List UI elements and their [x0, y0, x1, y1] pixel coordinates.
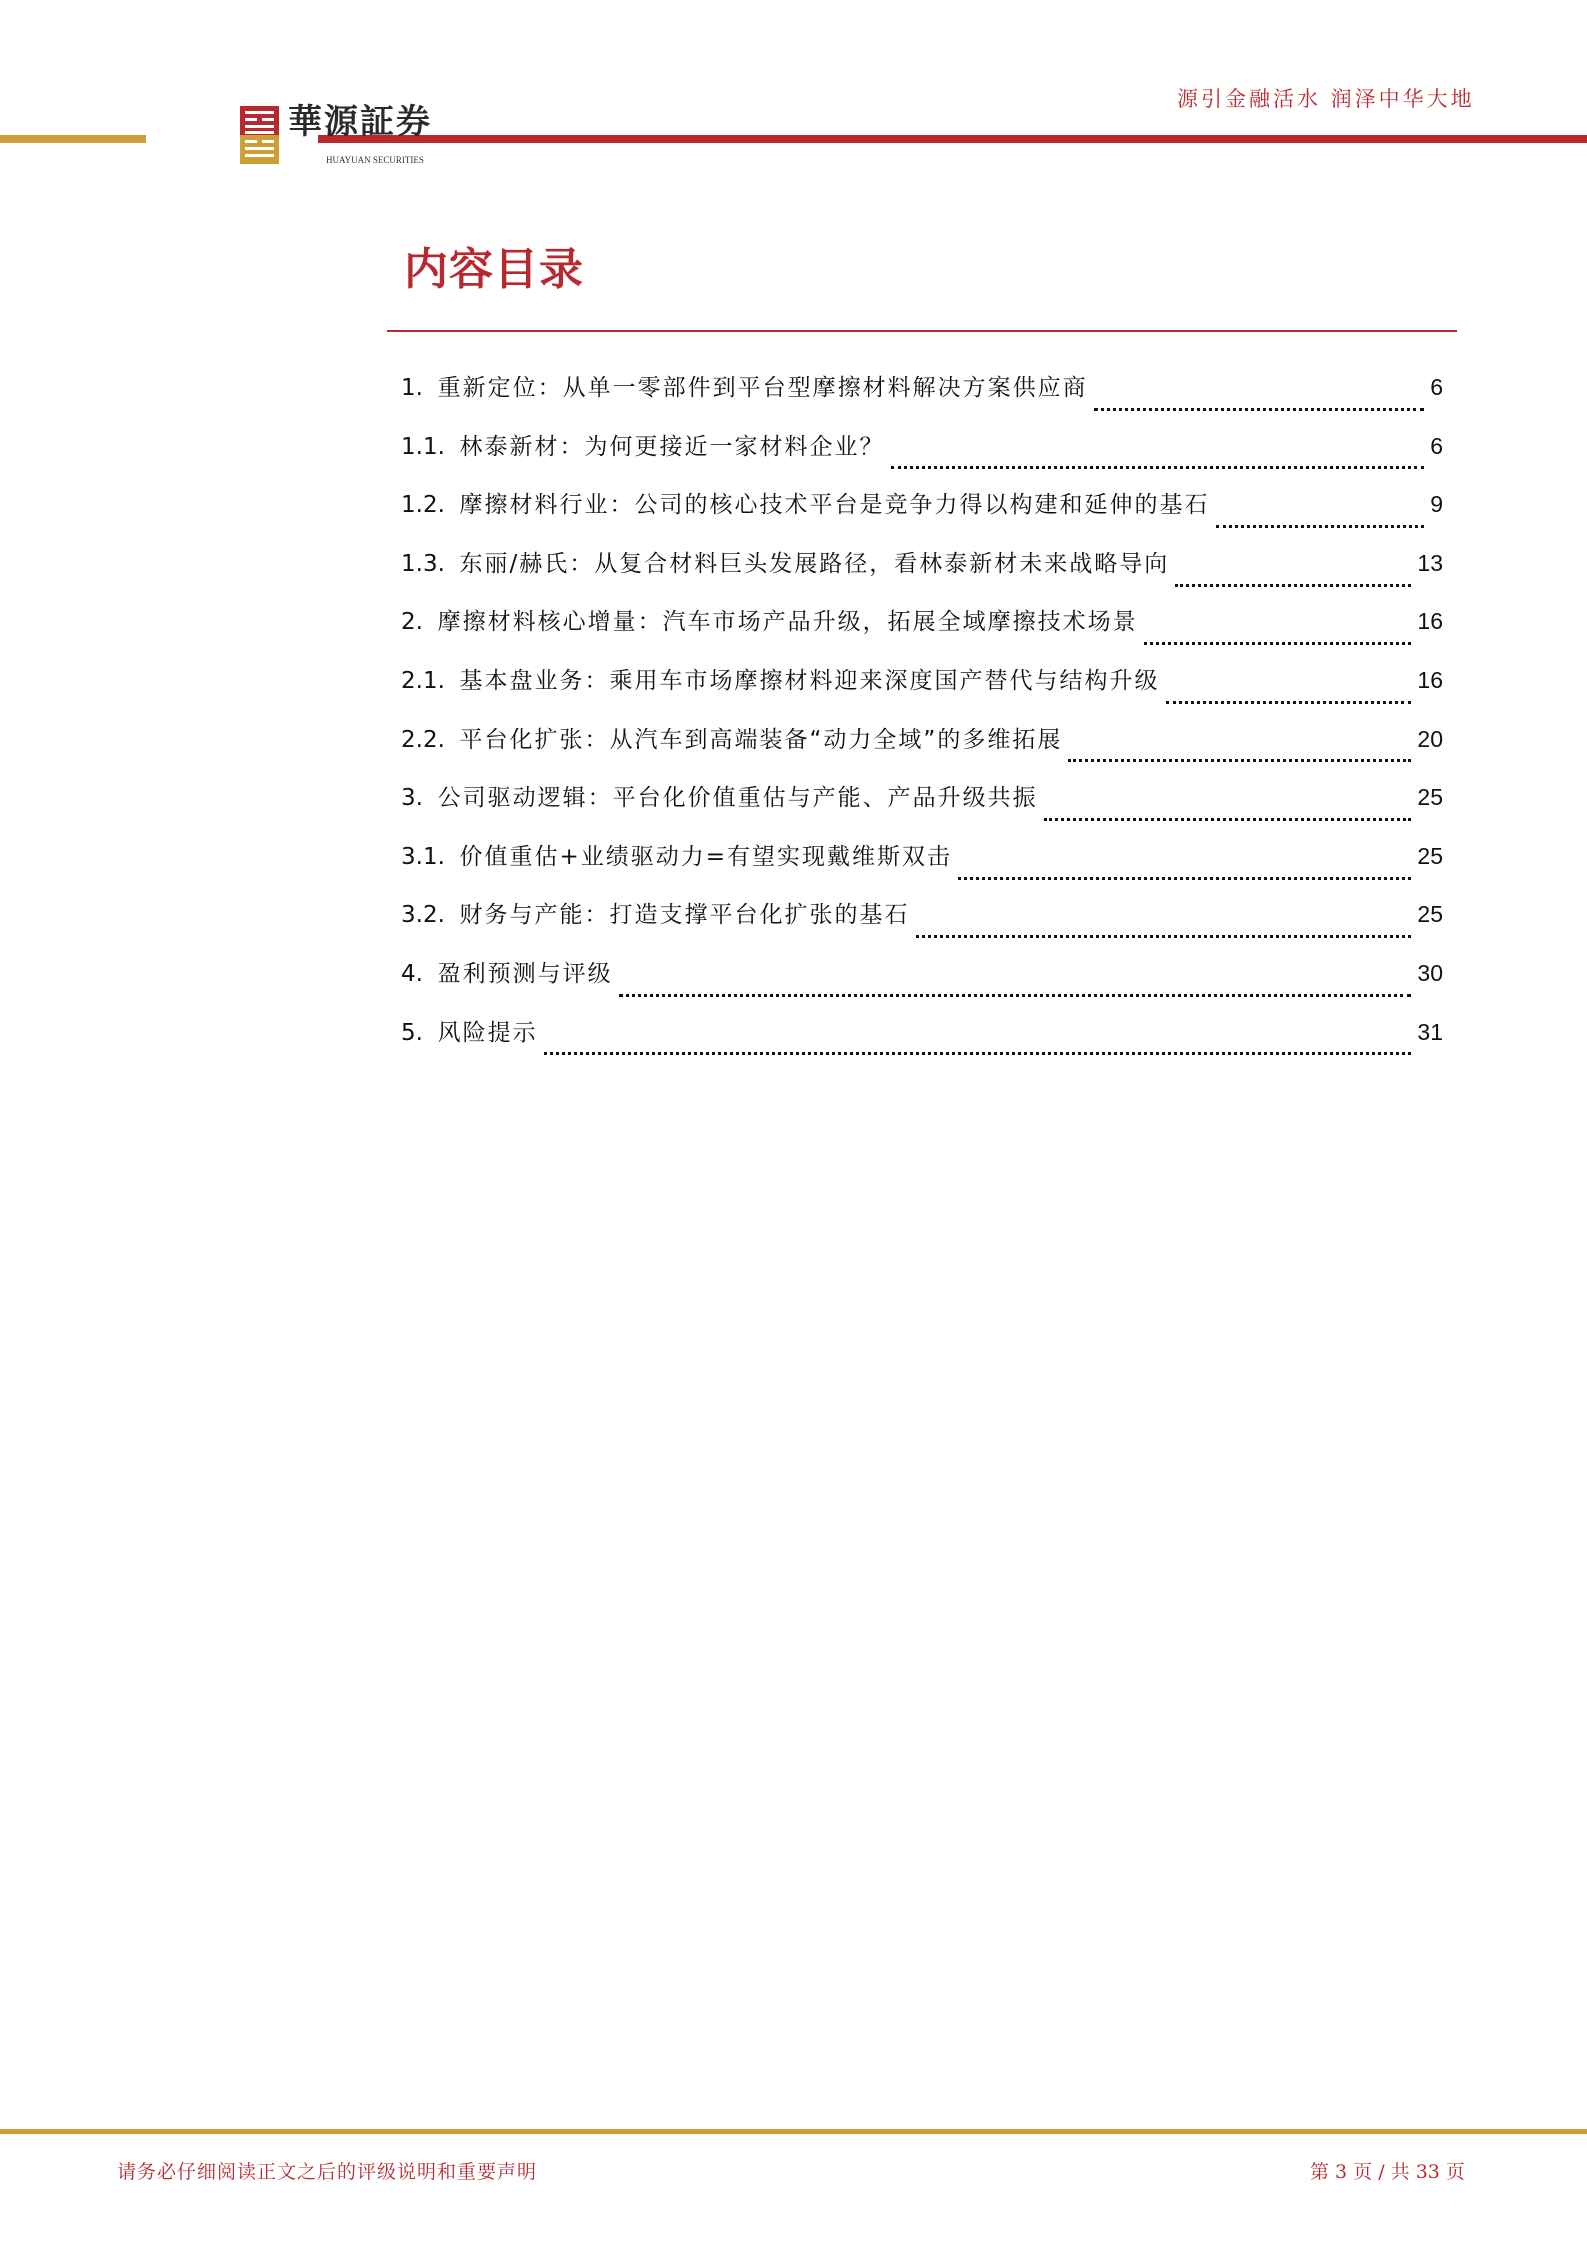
toc-entry-page: 16	[1417, 666, 1443, 693]
toc-entry-page: 25	[1417, 842, 1443, 869]
toc-entry-number: 1.3.	[401, 550, 460, 577]
toc-entry-title: 公司驱动逻辑：平台化价值重估与产能、产品升级共振	[437, 785, 1038, 812]
toc-entry-title: 盈利预测与评级	[437, 960, 613, 987]
toc-entry-page: 6	[1430, 374, 1443, 400]
toc-entry-number: 1.2.	[401, 492, 460, 519]
company-logo	[240, 100, 470, 172]
toc-entry-title: 摩擦材料行业：公司的核心技术平台是竞争力得以构建和延伸的基石	[459, 492, 1210, 519]
toc-entry-page: 20	[1417, 725, 1443, 752]
toc-entry-page: 16	[1417, 608, 1443, 635]
toc-dot-leader	[619, 990, 1412, 997]
footer-gold-line	[0, 2129, 1587, 2134]
toc-entry-title: 基本盘业务：乘用车市场摩擦材料迎来深度国产替代与结构升级	[459, 667, 1160, 694]
toc-entry[interactable]	[401, 431, 1443, 490]
toc-entry-number: 2.1.	[401, 667, 460, 694]
toc-entry-number: 2.	[401, 609, 438, 636]
footer-disclaimer: 请务必仔细阅读正文之后的评级说明和重要声明	[117, 2161, 538, 2183]
toc-entry-page: 6	[1430, 432, 1443, 459]
toc-entry-number: 2.2.	[401, 726, 460, 753]
toc-entry[interactable]	[401, 841, 1443, 900]
toc-entry[interactable]	[401, 489, 1443, 548]
toc-entry-page: 13	[1417, 549, 1443, 576]
toc-entry[interactable]	[401, 606, 1443, 665]
toc-entry-number: 3.2.	[401, 902, 460, 929]
toc-dot-leader	[916, 931, 1412, 938]
toc-entry[interactable]	[401, 372, 1443, 431]
toc-dot-leader	[1144, 638, 1412, 645]
toc-title-divider	[387, 330, 1457, 332]
toc-entry-number: 1.	[401, 375, 438, 401]
toc-entry-page: 31	[1417, 1018, 1443, 1045]
logo-seal-icon	[240, 106, 279, 164]
toc-entry-page: 25	[1417, 784, 1443, 811]
toc-entry[interactable]	[401, 665, 1443, 724]
toc-entry-number: 5.	[401, 1019, 438, 1046]
toc-dot-leader	[1068, 755, 1411, 762]
toc-dot-leader	[891, 462, 1425, 469]
logo-name: 華源証券	[288, 102, 432, 142]
toc-entry-number: 3.1.	[401, 843, 460, 870]
toc-entry[interactable]	[401, 899, 1443, 958]
toc-entry-page: 9	[1430, 491, 1443, 518]
toc-dot-leader	[1175, 580, 1411, 587]
toc-title: 内容目录	[404, 244, 584, 295]
footer-page-info: 第 3 页 / 共 33 页	[1310, 2161, 1465, 2183]
toc-dot-leader	[958, 873, 1411, 880]
logo-english-name: HUAYUAN SECURITIES	[326, 155, 424, 165]
toc-entry-title: 财务与产能：打造支撑平台化扩张的基石	[459, 902, 910, 929]
toc-entry-page: 25	[1417, 901, 1443, 928]
toc-entry-number: 1.1.	[401, 433, 460, 460]
toc-entry-title: 摩擦材料核心增量：汽车市场产品升级，拓展全域摩擦技术场景	[437, 609, 1138, 636]
toc-entry-number: 4.	[401, 960, 438, 987]
toc-entry-title: 重新定位：从单一零部件到平台型摩擦材料解决方案供应商	[437, 375, 1088, 401]
toc-entry-title: 平台化扩张：从汽车到高端装备“动力全域”的多维拓展	[459, 726, 1063, 753]
toc-entry[interactable]	[401, 1017, 1443, 1076]
toc-dot-leader	[1166, 697, 1412, 704]
header-slogan: 源引金融活水 润泽中华大地	[1177, 87, 1475, 111]
toc-entry[interactable]	[401, 724, 1443, 783]
header-gold-line	[0, 135, 146, 143]
table-of-contents	[401, 372, 1443, 1075]
toc-entry[interactable]	[401, 782, 1443, 841]
toc-entry[interactable]	[401, 958, 1443, 1017]
toc-entry-page: 30	[1417, 959, 1443, 986]
toc-dot-leader	[1094, 404, 1425, 411]
toc-entry-title: 东丽/赫氏：从复合材料巨头发展路径，看林泰新材未来战略导向	[459, 550, 1170, 577]
toc-entry-number: 3.	[401, 785, 438, 812]
toc-dot-leader	[544, 1048, 1412, 1055]
toc-dot-leader	[1216, 521, 1425, 528]
toc-dot-leader	[1044, 814, 1412, 821]
toc-entry[interactable]	[401, 548, 1443, 607]
toc-entry-title: 风险提示	[437, 1019, 538, 1046]
header-red-line	[318, 135, 1587, 143]
toc-entry-title: 价值重估+业绩驱动力=有望实现戴维斯双击	[459, 843, 953, 870]
toc-entry-title: 林泰新材：为何更接近一家材料企业？	[459, 433, 885, 460]
